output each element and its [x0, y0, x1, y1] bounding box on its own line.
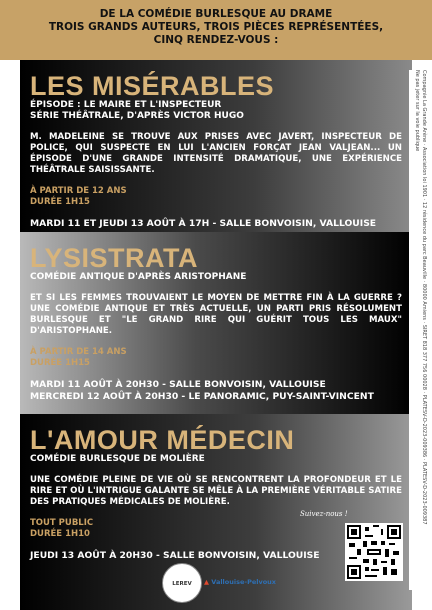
show-date: MARDI 11 AOÛT À 20H30 - SALLE BONVOISIN, VALLOUISE	[30, 379, 326, 390]
qr-label: Suivez-nous !	[300, 510, 348, 518]
vallouise-logo-text: Vallouise-Pelvoux	[211, 578, 277, 586]
show-subtitle: COMÉDIE BURLESQUE DE MOLIÈRE	[30, 454, 205, 464]
side-legal-text	[409, 70, 431, 590]
header-line-2: TROIS GRANDS AUTEURS, TROIS PIÈCES REPRÉSENTÉES,	[48, 21, 384, 33]
show-age: À PARTIR DE 14 ANS	[30, 347, 127, 357]
show-date: MARDI 11 ET JEUDI 13 AOÛT À 17H - SALLE BONVOISIN, VALLOUISE	[30, 218, 377, 229]
lerev-logo	[162, 563, 202, 603]
show-age: TOUT PUBLIC	[30, 518, 94, 528]
header-line-1: DE LA COMÉDIE BURLESQUE AU DRAME	[99, 8, 333, 20]
show-title: L'AMOUR MÉDECIN	[30, 425, 295, 455]
header-line-3: CINQ RENDEZ-VOUS :	[153, 34, 279, 46]
show-description: ET SI LES FEMMES TROUVAIENT LE MOYEN DE METTRE FIN À LA GUERRE ? UNE COMÉDIE ANTIQUE ET TRÈS ACTUELLE, UN PARTI PRIS RÉSOLUMENT BURLESQUE ET "LE GRAND RIRE QUI GUÉRIT TOUS LES MAUX" D'ARISTOPHANE.	[30, 293, 402, 336]
show-title: LES MISÉRABLES	[30, 71, 275, 101]
show-duration: DURÉE 1H15	[30, 358, 90, 368]
mountain-icon: ▲	[204, 578, 209, 586]
header-banner	[0, 0, 432, 60]
show-age: À PARTIR DE 12 ANS	[30, 186, 127, 196]
show-panel-les-miserables	[20, 60, 412, 232]
show-subtitle: ÉPISODE : LE MAIRE ET L'INSPECTEUR	[30, 100, 222, 110]
show-date-2: MERCREDI 12 AOÛT À 20H30 - LE PANORAMIC, PUY-SAINT-VINCENT	[30, 391, 374, 402]
vallouise-logo	[204, 578, 276, 586]
legal-line-1: Compagnie La Grande Arène · Association loi 1901 · 12 résidence du parc Beauville · 80000 Amiens · SIRET 818 377 756 00028 · PLATESV-D-2023-009386 · PLATESV-D-2023-009387	[421, 70, 427, 525]
show-date: JEUDI 13 AOÛT À 20H30 - SALLE BONVOISIN, VALLOUISE	[30, 550, 320, 561]
show-description: M. MADELEINE SE TROUVE AUX PRISES AVEC JAVERT, INSPECTEUR DE POLICE, QUI SUSPECTE EN LUI L'ANCIEN FORÇAT JEAN VALJEAN... UN ÉPISODE D'UNE GRANDE INTENSITÉ DRAMATIQUE, UNE EXPÉRIENCE THÉÂTRALE SAISISSANTE.	[30, 132, 402, 175]
show-subtitle-2: SÉRIE THÉÂTRALE, D'APRÈS VICTOR HUGO	[30, 111, 244, 121]
qr-code-icon	[347, 525, 401, 579]
lerev-logo-text: LEREV	[172, 581, 192, 587]
show-subtitle: COMÉDIE ANTIQUE D'APRÈS ARISTOPHANE	[30, 272, 247, 282]
show-panel-lysistrata	[20, 232, 412, 414]
show-duration: DURÉE 1H10	[30, 529, 90, 539]
show-title: LYSISTRATA	[30, 243, 199, 273]
show-description: UNE COMÉDIE PLEINE DE VIE OÙ SE RENCONTRENT LA PROFONDEUR ET LE RIRE ET OÙ L'INTRIGUE GALANTE SE MÊLE À LA PREMIÈRE VÉRITABLE SATIRE DES PRATIQUES MÉDICALES DE MOLIÈRE.	[30, 475, 402, 507]
legal-line-2: Ne pas jeter sur la voie publique	[414, 70, 420, 152]
qr-code[interactable]	[345, 523, 403, 581]
show-duration: DURÉE 1H15	[30, 197, 90, 207]
